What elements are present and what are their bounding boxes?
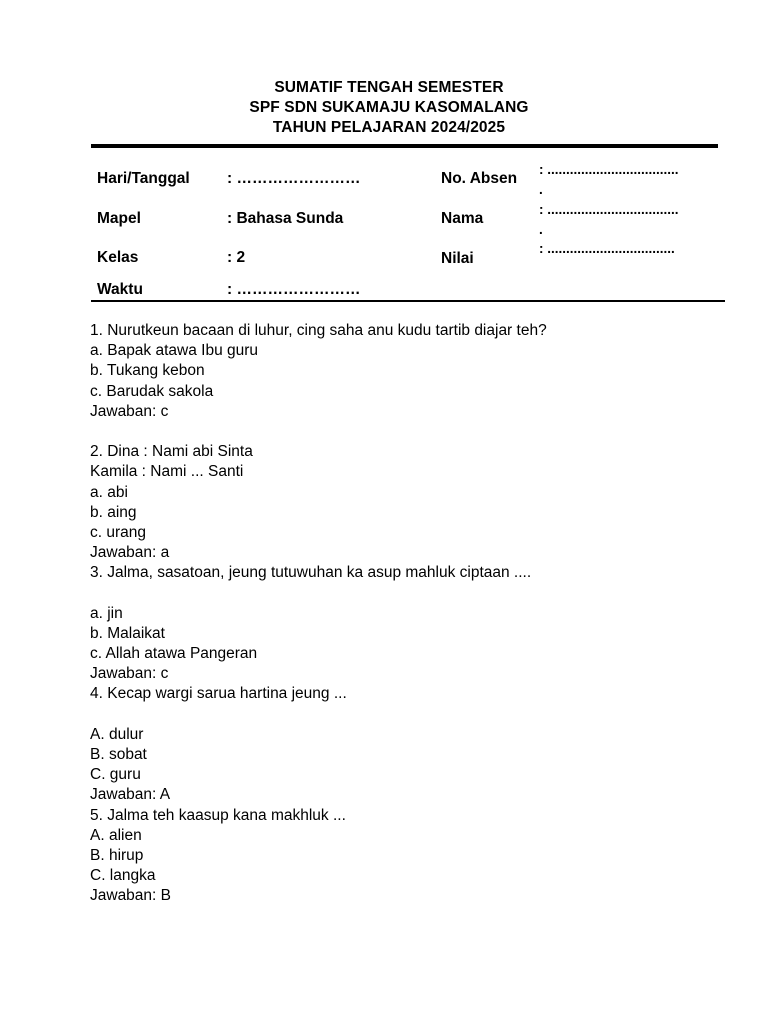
option: A. alien <box>90 826 142 844</box>
blank-line <box>90 422 547 442</box>
header-title: SUMATIF TENGAH SEMESTER <box>274 79 504 96</box>
mapel-label: Mapel <box>97 210 141 227</box>
option: C. guru <box>90 766 141 784</box>
absen-label: No. Absen <box>441 170 518 187</box>
answer: Jawaban: c <box>90 665 169 683</box>
question-text-line2: Kamila : Nami ... Santi <box>90 463 244 481</box>
kelas-label: Kelas <box>97 249 139 266</box>
nama-value-cont: . <box>539 222 543 237</box>
option: b. Tukang kebon <box>90 362 205 380</box>
question-text: 4. Kecap wargi sarua hartina jeung ... <box>90 685 347 703</box>
question-list <box>90 321 547 906</box>
answer: Jawaban: A <box>90 786 171 804</box>
waktu-value: : …………………… <box>227 281 361 298</box>
option: B. sobat <box>90 745 147 763</box>
header-year: TAHUN PELAJARAN 2024/2025 <box>272 119 506 136</box>
document-header <box>0 78 768 138</box>
option: a. Bapak atawa Ibu guru <box>90 342 259 360</box>
mapel-value: : Bahasa Sunda <box>227 210 344 227</box>
option: a. jin <box>90 604 123 622</box>
blank-line <box>90 705 547 725</box>
answer: Jawaban: B <box>90 887 171 905</box>
option: c. Allah atawa Pangeran <box>90 645 258 662</box>
option: b. aing <box>90 503 137 521</box>
header-divider <box>91 144 718 148</box>
nama-value: : ................................... <box>539 202 679 217</box>
kelas-value: : 2 <box>227 249 246 266</box>
answer: Jawaban: c <box>90 402 169 420</box>
absen-value-cont: . <box>539 182 543 197</box>
question-text: 3. Jalma, sasatoan, jeung tutuwuhan ka asup mahluk ciptaan .... <box>90 564 532 582</box>
question-text: 5. Jalma teh kaasup kana makhluk ... <box>90 806 346 824</box>
option: B. hirup <box>90 846 144 864</box>
question-text: 2. Dina : Nami abi Sinta <box>90 443 253 461</box>
nama-label: Nama <box>441 210 484 227</box>
nilai-value: : .................................. <box>539 241 675 256</box>
header-school: SPF SDN SUKAMAJU KASOMALANG <box>249 99 529 116</box>
option: b. Malaikat <box>90 624 165 642</box>
absen-value: : ................................... <box>539 162 679 177</box>
hari-value: : …………………… <box>227 170 361 187</box>
blank-line <box>90 583 547 603</box>
option: a. abi <box>90 483 128 501</box>
option: c. urang <box>90 523 147 541</box>
answer: Jawaban: a <box>90 544 170 562</box>
nilai-label: Nilai <box>441 250 474 267</box>
question-text: 1. Nurutkeun bacaan di luhur, cing saha anu kudu tartib diajar teh? <box>90 322 547 339</box>
option: C. langka <box>90 867 156 885</box>
hari-label: Hari/Tanggal <box>97 170 190 187</box>
info-divider <box>91 300 725 302</box>
option: c. Barudak sakola <box>90 382 214 400</box>
option: A. dulur <box>90 725 144 743</box>
waktu-label: Waktu <box>97 281 143 298</box>
